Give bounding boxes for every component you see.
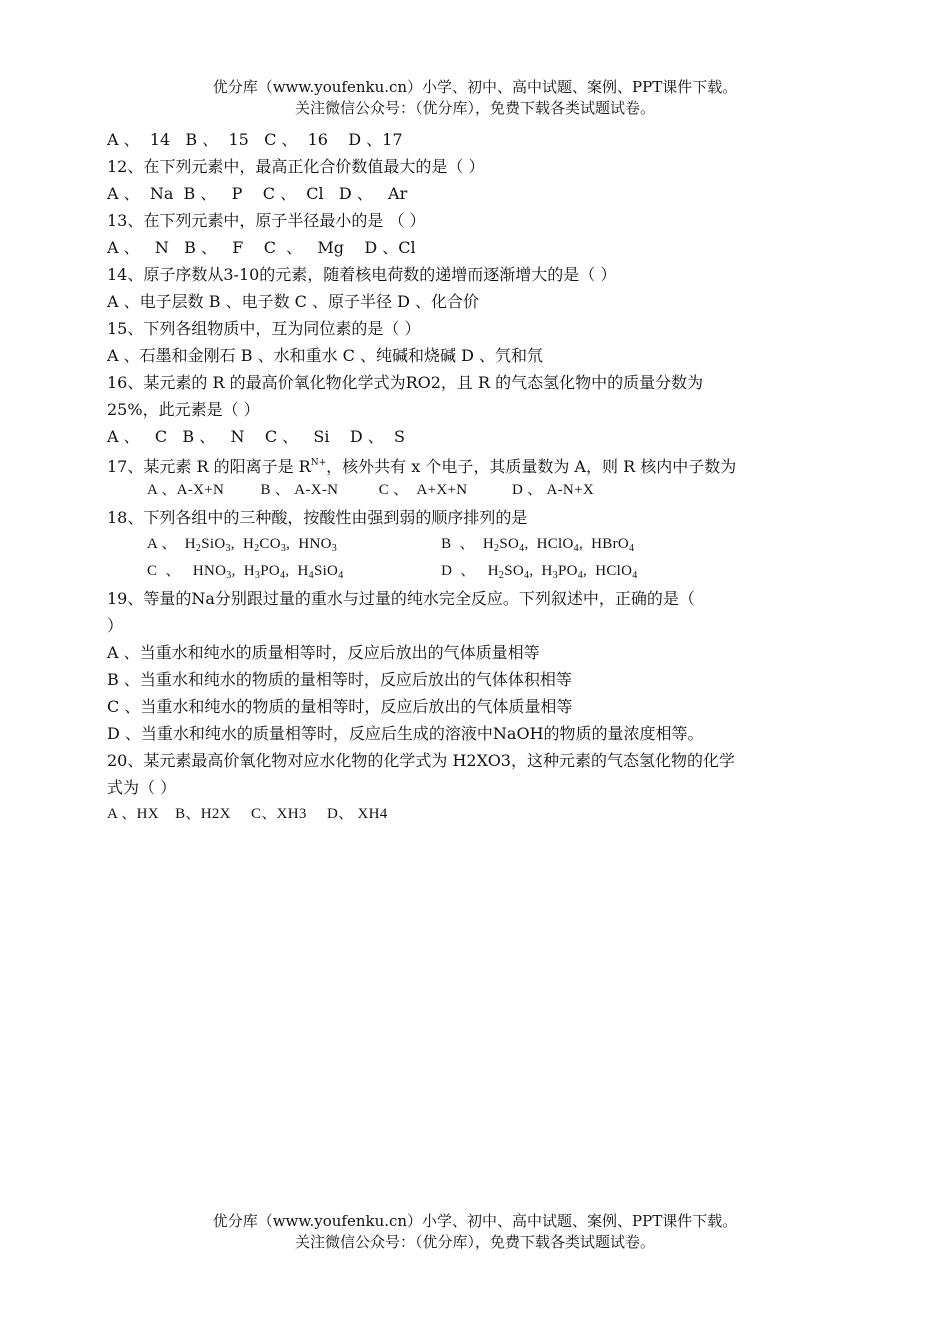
q15-question: 15、下列各组物质中，互为同位素的是（ ）	[107, 319, 421, 338]
q13-options: A 、 N B 、 F C 、 Mg D 、Cl	[107, 238, 416, 257]
q17-question	[107, 450, 852, 477]
q13-question: 13、在下列元素中，原子半径最小的是 （ ）	[107, 211, 426, 230]
q20-options: A 、HX B、H2X C、XH3 D、 XH4	[107, 806, 388, 822]
q20-question-line-1: 20、某元素最高价氧化物对应水化物的化学式为 H2XO3，这种元素的气态氢化物的化学	[107, 751, 735, 770]
q16-question-line-2: 25%，此元素是（ ）	[107, 400, 260, 419]
q16-options: A 、 C B 、 N C 、 Si D 、 S	[107, 427, 405, 446]
q18-option-a: A 、 $H_2SiO_3$, $H_2CO_3$, $HNO_3$	[147, 536, 338, 554]
q19-question-line-1: 19、等量的Na分别跟过量的重水与过量的纯水完全反应。下列叙述中，正确的是（	[107, 589, 695, 608]
q14-options: A 、电子层数 B 、电子数 C 、原子半径 D 、化合价	[107, 292, 479, 311]
q18-option-c: C 、 $HNO_3$, $H_3PO_4$, $H_4SiO_4$	[147, 563, 344, 581]
q17-question-pre: 17、某元素 R 的阳离子是 R	[107, 457, 311, 476]
question-list	[107, 126, 852, 828]
page-header	[0, 77, 950, 119]
q18-option-d: D 、 $H_2SO_4$, $H_3PO_4$, HClO$_4$	[441, 563, 638, 581]
q19-option-a: A 、当重水和纯水的质量相等时，反应后放出的气体质量相等	[107, 643, 540, 662]
acid-h3po4: $H_3PO_4$	[541, 563, 584, 581]
acid-h4sio4: $H_4SiO_4$	[297, 563, 344, 581]
q14-question: 14、原子序数从3-10的元素，随着核电荷数的递增而逐渐增大的是（ ）	[107, 265, 617, 284]
acid-hno3: $HNO_3$	[298, 536, 338, 554]
q18-options-row-1	[107, 531, 852, 558]
q17-question-post: ，核外共有 x 个电子，其质量数为 A，则 R 核内中子数为	[326, 457, 737, 476]
acid-hno3: $HNO_3$	[192, 563, 232, 581]
q11-options: A 、 14 B 、 15 C 、 16 D 、17	[107, 130, 403, 149]
acid-h2so4: $H_2SO_4$	[487, 563, 530, 581]
q17-options: A 、A-X+N B 、 A-X-N C 、 A+X+N D 、 A-N+X	[147, 482, 594, 498]
q16-question-line-1: 16、某元素的 R 的最高价氧化物化学式为RO2，且 R 的气态氢化物中的质量分数为	[107, 373, 704, 392]
header-line-1: 优分库（www.youfenku.cn）小学、初中、高中试题、案例、PPT课件下载。	[212, 78, 738, 96]
acid-h2sio3: $H_2SiO_3$	[184, 536, 231, 554]
q19-option-b: B 、当重水和纯水的物质的量相等时，反应后放出的气体体积相等	[107, 670, 572, 689]
q19-question-line-2: ）	[107, 616, 124, 635]
q19-option-d: D 、当重水和纯水的质量相等时，反应后生成的溶液中NaOH的物质的量浓度相等。	[107, 724, 704, 743]
q20-question-line-2: 式为（ ）	[107, 778, 177, 797]
footer-line-1: 优分库（www.youfenku.cn）小学、初中、高中试题、案例、PPT课件下载。	[212, 1212, 738, 1230]
acid-hclo4: HClO$_4$	[536, 536, 579, 554]
acid-h3po4: $H_3PO_4$	[243, 563, 286, 581]
q17-charge-superscript: N+	[310, 458, 327, 468]
header-line-2: 关注微信公众号：（优分库），免费下载各类试题试卷。	[294, 99, 655, 117]
q18-option-b: B 、 $H_2SO_4$, HClO$_4$, HBrO$_4$	[441, 536, 635, 554]
footer-line-2: 关注微信公众号：（优分库），免费下载各类试题试卷。	[294, 1233, 655, 1251]
q12-question: 12、在下列元素中，最高正化合价数值最大的是（ ）	[107, 157, 485, 176]
q18-options-row-2	[107, 558, 852, 585]
q19-option-c: C 、当重水和纯水的物质的量相等时，反应后放出的气体质量相等	[107, 697, 573, 716]
acid-hbro4: HBrO$_4$	[591, 536, 635, 554]
q15-options: A 、石墨和金刚石 B 、水和重水 C 、纯碱和烧碱 D 、氕和氘	[107, 346, 543, 365]
acid-h2so4: $H_2SO_4$	[482, 536, 525, 554]
q18-question: 18、下列各组中的三种酸，按酸性由强到弱的顺序排列的是	[107, 508, 528, 527]
q12-options: A 、 Na B 、 P C 、 Cl D 、 Ar	[107, 184, 408, 203]
page-footer	[0, 1211, 950, 1253]
acid-h2co3: $H_2CO_3$	[242, 536, 287, 554]
acid-hclo4: HClO$_4$	[595, 563, 638, 581]
